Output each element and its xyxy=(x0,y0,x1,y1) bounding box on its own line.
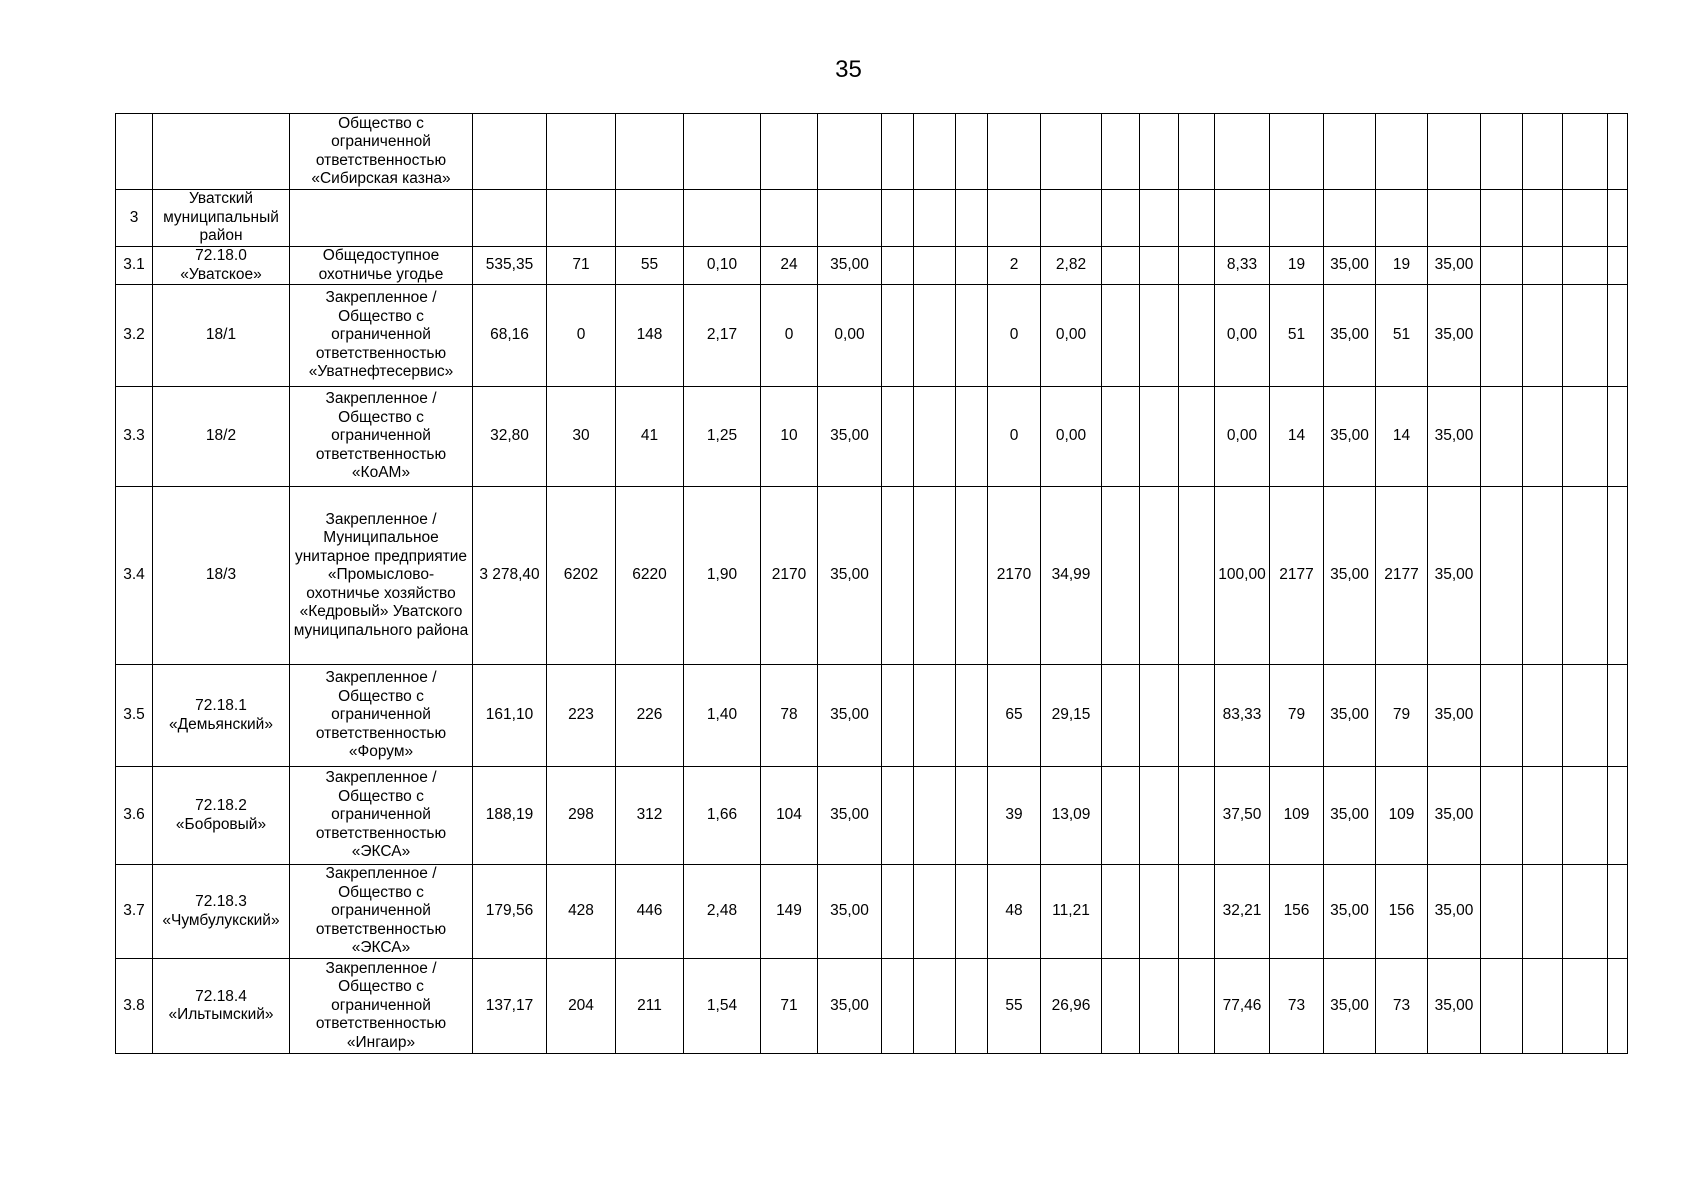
table-cell: 35,00 xyxy=(818,387,882,487)
table-cell xyxy=(1563,959,1608,1054)
table-cell xyxy=(914,285,956,387)
table-cell xyxy=(1563,247,1608,285)
table-cell: 0,00 xyxy=(1041,387,1102,487)
table-cell xyxy=(1376,114,1428,190)
table-cell: 35,00 xyxy=(1324,959,1376,1054)
table-cell: 204 xyxy=(547,959,616,1054)
table-cell xyxy=(1481,665,1523,767)
table-cell: 3 278,40 xyxy=(473,487,547,665)
table-cell: 51 xyxy=(1270,285,1324,387)
table-cell: 35,00 xyxy=(818,487,882,665)
table-cell: Закрепленное / Общество с ограниченной ответственностью «Ингаир» xyxy=(290,959,473,1054)
table-cell: 161,10 xyxy=(473,665,547,767)
table-cell: 0,00 xyxy=(1041,285,1102,387)
table-cell xyxy=(1523,114,1563,190)
table-cell: 71 xyxy=(761,959,818,1054)
table-cell: 428 xyxy=(547,865,616,959)
table-cell: 35,00 xyxy=(1428,865,1481,959)
table-cell xyxy=(1102,959,1140,1054)
table-cell: 83,33 xyxy=(1215,665,1270,767)
table-cell: 55 xyxy=(988,959,1041,1054)
table-cell: 35,00 xyxy=(818,247,882,285)
table-cell: 137,17 xyxy=(473,959,547,1054)
table-cell xyxy=(290,190,473,247)
table-cell xyxy=(1563,665,1608,767)
table-cell xyxy=(1563,190,1608,247)
table-row xyxy=(116,285,1628,387)
table-cell xyxy=(1102,190,1140,247)
table-cell: 8,33 xyxy=(1215,247,1270,285)
table-cell: 71 xyxy=(547,247,616,285)
table-cell xyxy=(882,285,914,387)
table-cell: 2,82 xyxy=(1041,247,1102,285)
table-cell xyxy=(616,190,684,247)
table-row xyxy=(116,487,1628,665)
table-cell xyxy=(1102,387,1140,487)
table-cell xyxy=(1270,114,1324,190)
table-cell xyxy=(1428,114,1481,190)
table-cell xyxy=(116,114,153,190)
table-cell: 19 xyxy=(1270,247,1324,285)
table-cell: 1,90 xyxy=(684,487,761,665)
table-cell xyxy=(1179,190,1215,247)
table-cell: 535,35 xyxy=(473,247,547,285)
table-cell xyxy=(956,387,988,487)
table-cell: 223 xyxy=(547,665,616,767)
table-cell: 14 xyxy=(1270,387,1324,487)
table-cell: 72.18.3 «Чумбулукский» xyxy=(153,865,290,959)
table-cell xyxy=(1428,190,1481,247)
table-cell xyxy=(914,665,956,767)
table-cell: 226 xyxy=(616,665,684,767)
table-cell: 55 xyxy=(616,247,684,285)
table-cell: Общедоступное охотничье угодье xyxy=(290,247,473,285)
table-cell: 73 xyxy=(1376,959,1428,1054)
table-cell xyxy=(1523,247,1563,285)
table-cell: 41 xyxy=(616,387,684,487)
table-cell xyxy=(956,285,988,387)
table-cell: 51 xyxy=(1376,285,1428,387)
table-cell xyxy=(547,190,616,247)
table-cell xyxy=(1041,190,1102,247)
table-cell: 6220 xyxy=(616,487,684,665)
table-cell xyxy=(1523,387,1563,487)
table-cell: 3.7 xyxy=(116,865,153,959)
table-cell xyxy=(914,247,956,285)
table-cell: 35,00 xyxy=(818,665,882,767)
table-cell: 148 xyxy=(616,285,684,387)
table-cell: 35,00 xyxy=(1324,387,1376,487)
table-cell xyxy=(1102,665,1140,767)
table-cell: 35,00 xyxy=(1428,285,1481,387)
table-cell xyxy=(1140,387,1179,487)
table-cell xyxy=(1608,959,1628,1054)
table-cell: 72.18.0 «Уватское» xyxy=(153,247,290,285)
table-cell xyxy=(761,190,818,247)
table-cell: 29,15 xyxy=(1041,665,1102,767)
table-cell xyxy=(473,190,547,247)
table-cell xyxy=(473,114,547,190)
table-cell xyxy=(761,114,818,190)
table-cell xyxy=(153,114,290,190)
table-cell xyxy=(1102,247,1140,285)
table-cell xyxy=(1041,114,1102,190)
table-cell: 1,54 xyxy=(684,959,761,1054)
table-cell xyxy=(882,114,914,190)
table-cell: Уватский муниципальный район xyxy=(153,190,290,247)
table-cell xyxy=(914,487,956,665)
table-cell: 1,66 xyxy=(684,767,761,865)
table-cell xyxy=(1523,865,1563,959)
table-cell: 446 xyxy=(616,865,684,959)
table-cell: 0,10 xyxy=(684,247,761,285)
table-cell: 32,21 xyxy=(1215,865,1270,959)
table-cell xyxy=(818,190,882,247)
table-cell: 35,00 xyxy=(1428,665,1481,767)
table-row xyxy=(116,865,1628,959)
table-cell xyxy=(914,114,956,190)
table-cell xyxy=(1140,959,1179,1054)
table-cell: 35,00 xyxy=(818,959,882,1054)
table-cell xyxy=(1179,767,1215,865)
table-cell xyxy=(1179,865,1215,959)
table-cell xyxy=(956,865,988,959)
table-cell: 35,00 xyxy=(1324,285,1376,387)
table-cell xyxy=(1523,959,1563,1054)
table-cell: 24 xyxy=(761,247,818,285)
table-cell xyxy=(956,487,988,665)
table-cell xyxy=(882,665,914,767)
table-cell xyxy=(882,247,914,285)
table-cell xyxy=(914,767,956,865)
table-cell: 79 xyxy=(1376,665,1428,767)
table-cell: 19 xyxy=(1376,247,1428,285)
table-cell: 149 xyxy=(761,865,818,959)
table-cell: 312 xyxy=(616,767,684,865)
table-cell xyxy=(1523,487,1563,665)
table-cell: 35,00 xyxy=(1324,767,1376,865)
table-cell xyxy=(988,114,1041,190)
table-cell: 79 xyxy=(1270,665,1324,767)
table-cell xyxy=(914,387,956,487)
table-cell xyxy=(1376,190,1428,247)
table-cell: 3.6 xyxy=(116,767,153,865)
table-cell: 30 xyxy=(547,387,616,487)
table-cell xyxy=(1523,190,1563,247)
table-cell xyxy=(1481,487,1523,665)
table-cell: 298 xyxy=(547,767,616,865)
table-cell xyxy=(1102,767,1140,865)
table-cell: 14 xyxy=(1376,387,1428,487)
table-cell: 3.5 xyxy=(116,665,153,767)
table-cell xyxy=(1140,190,1179,247)
table-cell: 3.3 xyxy=(116,387,153,487)
table-cell: 35,00 xyxy=(1324,665,1376,767)
table-cell: 1,25 xyxy=(684,387,761,487)
table-cell xyxy=(1179,665,1215,767)
table-cell: 2170 xyxy=(988,487,1041,665)
table-cell xyxy=(1179,114,1215,190)
table-cell xyxy=(1608,190,1628,247)
data-table xyxy=(115,113,1628,1054)
table-cell xyxy=(1270,190,1324,247)
table-cell: 109 xyxy=(1376,767,1428,865)
table-cell xyxy=(882,387,914,487)
table-cell xyxy=(914,959,956,1054)
table-row xyxy=(116,665,1628,767)
table-cell xyxy=(1481,767,1523,865)
table-cell xyxy=(1102,865,1140,959)
table-cell: 156 xyxy=(1376,865,1428,959)
table-cell xyxy=(1481,285,1523,387)
table-cell xyxy=(547,114,616,190)
table-cell: 0,00 xyxy=(1215,387,1270,487)
table-cell: 2,17 xyxy=(684,285,761,387)
table-row xyxy=(116,767,1628,865)
table-cell: 6202 xyxy=(547,487,616,665)
table-cell: 11,21 xyxy=(1041,865,1102,959)
table-cell: 0 xyxy=(988,387,1041,487)
table-cell: 35,00 xyxy=(1324,247,1376,285)
table-cell: Закрепленное / Общество с ограниченной ответственностью «КоАМ» xyxy=(290,387,473,487)
table-cell: 18/3 xyxy=(153,487,290,665)
table-cell xyxy=(882,767,914,865)
table-cell: 68,16 xyxy=(473,285,547,387)
table-cell: 2177 xyxy=(1376,487,1428,665)
table-cell: 34,99 xyxy=(1041,487,1102,665)
table-cell: Закрепленное / Муниципальное унитарное предприятие «Промыслово-охотничье хозяйство «Кедровый» Уватского муниципального района xyxy=(290,487,473,665)
table-cell: 109 xyxy=(1270,767,1324,865)
table-cell: 35,00 xyxy=(818,767,882,865)
table-cell xyxy=(1608,665,1628,767)
page-number: 35 xyxy=(835,56,862,83)
table-cell: 39 xyxy=(988,767,1041,865)
table-cell xyxy=(1523,767,1563,865)
table-cell: 35,00 xyxy=(1428,487,1481,665)
table-cell: 0,00 xyxy=(818,285,882,387)
table-cell: 26,96 xyxy=(1041,959,1102,1054)
table-cell: 0 xyxy=(761,285,818,387)
table-row xyxy=(116,387,1628,487)
table-cell: 0 xyxy=(988,285,1041,387)
table-cell: 3.8 xyxy=(116,959,153,1054)
table-cell: 104 xyxy=(761,767,818,865)
table-cell: 35,00 xyxy=(1324,865,1376,959)
table-cell: 100,00 xyxy=(1215,487,1270,665)
table-cell xyxy=(1563,387,1608,487)
table-cell xyxy=(818,114,882,190)
table-cell: 3.2 xyxy=(116,285,153,387)
table-cell xyxy=(1481,959,1523,1054)
table-cell: 13,09 xyxy=(1041,767,1102,865)
table-cell xyxy=(1140,487,1179,665)
table-cell xyxy=(684,114,761,190)
table-cell xyxy=(1140,767,1179,865)
table-cell xyxy=(1608,285,1628,387)
table-cell xyxy=(956,959,988,1054)
table-cell xyxy=(1102,487,1140,665)
table-cell xyxy=(1481,190,1523,247)
table-cell: 10 xyxy=(761,387,818,487)
table-cell: 77,46 xyxy=(1215,959,1270,1054)
table-row xyxy=(116,959,1628,1054)
table-cell xyxy=(1608,487,1628,665)
table-cell xyxy=(1179,487,1215,665)
table-cell: 2177 xyxy=(1270,487,1324,665)
table-cell xyxy=(1608,865,1628,959)
table-cell xyxy=(1563,767,1608,865)
table-cell xyxy=(1608,247,1628,285)
table-cell: 35,00 xyxy=(1428,959,1481,1054)
table-cell xyxy=(1140,247,1179,285)
table-cell xyxy=(1140,114,1179,190)
table-cell xyxy=(956,665,988,767)
table-cell: Закрепленное / Общество с ограниченной ответственностью «ЭКСА» xyxy=(290,767,473,865)
table-cell: 211 xyxy=(616,959,684,1054)
table-cell xyxy=(1179,285,1215,387)
table-cell: 2170 xyxy=(761,487,818,665)
table-row xyxy=(116,190,1628,247)
table-cell xyxy=(914,190,956,247)
table-cell xyxy=(1140,285,1179,387)
table-cell xyxy=(1324,190,1376,247)
table-cell xyxy=(956,247,988,285)
table-cell xyxy=(1179,959,1215,1054)
table-cell xyxy=(1563,285,1608,387)
table-cell: 73 xyxy=(1270,959,1324,1054)
table-cell xyxy=(882,959,914,1054)
table-cell xyxy=(1215,114,1270,190)
table-cell xyxy=(1481,387,1523,487)
table-cell: 72.18.4 «Ильтымский» xyxy=(153,959,290,1054)
table-cell: 156 xyxy=(1270,865,1324,959)
table-cell: Закрепленное / Общество с ограниченной ответственностью «Уватнефтесервис» xyxy=(290,285,473,387)
table-cell xyxy=(1608,114,1628,190)
table-cell xyxy=(1563,865,1608,959)
table-cell xyxy=(1523,665,1563,767)
table-cell xyxy=(1215,190,1270,247)
table-cell xyxy=(882,487,914,665)
table-cell: 72.18.1 «Демьянский» xyxy=(153,665,290,767)
table-row xyxy=(116,247,1628,285)
table-cell xyxy=(1608,387,1628,487)
table-cell xyxy=(1140,665,1179,767)
table-cell: 0 xyxy=(547,285,616,387)
table-cell xyxy=(882,190,914,247)
table-cell xyxy=(1523,285,1563,387)
table-cell: 37,50 xyxy=(1215,767,1270,865)
table-cell: Закрепленное / Общество с ограниченной ответственностью «ЭКСА» xyxy=(290,865,473,959)
table-cell xyxy=(1102,285,1140,387)
table-cell: 18/1 xyxy=(153,285,290,387)
table-cell: 35,00 xyxy=(1428,767,1481,865)
table-cell: 179,56 xyxy=(473,865,547,959)
table-cell: 188,19 xyxy=(473,767,547,865)
table-cell xyxy=(1481,865,1523,959)
table-cell xyxy=(956,767,988,865)
table-cell xyxy=(914,865,956,959)
table-cell xyxy=(956,114,988,190)
table-cell xyxy=(1140,865,1179,959)
table-cell: 35,00 xyxy=(1428,247,1481,285)
table-cell: 35,00 xyxy=(818,865,882,959)
table-cell xyxy=(882,865,914,959)
table-cell: 35,00 xyxy=(1324,487,1376,665)
table-cell xyxy=(1481,114,1523,190)
table-cell: 3.4 xyxy=(116,487,153,665)
table-cell xyxy=(956,190,988,247)
table-cell: 1,40 xyxy=(684,665,761,767)
table-cell: 35,00 xyxy=(1428,387,1481,487)
table-cell xyxy=(1608,767,1628,865)
table-cell xyxy=(616,114,684,190)
table-cell xyxy=(1179,387,1215,487)
table-cell: 3 xyxy=(116,190,153,247)
table-cell: 78 xyxy=(761,665,818,767)
table-cell xyxy=(1324,114,1376,190)
table-cell: Закрепленное / Общество с ограниченной ответственностью «Форум» xyxy=(290,665,473,767)
table-cell xyxy=(1179,247,1215,285)
table-cell: 48 xyxy=(988,865,1041,959)
table-cell xyxy=(684,190,761,247)
table-cell: 65 xyxy=(988,665,1041,767)
table-cell xyxy=(1481,247,1523,285)
table-cell xyxy=(1102,114,1140,190)
table-cell xyxy=(1563,114,1608,190)
table-cell: 3.1 xyxy=(116,247,153,285)
table-cell xyxy=(988,190,1041,247)
table-cell: Общество с ограниченной ответственностью «Сибирская казна» xyxy=(290,114,473,190)
table-cell: 0,00 xyxy=(1215,285,1270,387)
table-cell: 2 xyxy=(988,247,1041,285)
table-cell: 72.18.2 «Бобровый» xyxy=(153,767,290,865)
table-cell xyxy=(1563,487,1608,665)
table-cell: 32,80 xyxy=(473,387,547,487)
table-cell: 18/2 xyxy=(153,387,290,487)
table-cell: 2,48 xyxy=(684,865,761,959)
table-row xyxy=(116,114,1628,190)
